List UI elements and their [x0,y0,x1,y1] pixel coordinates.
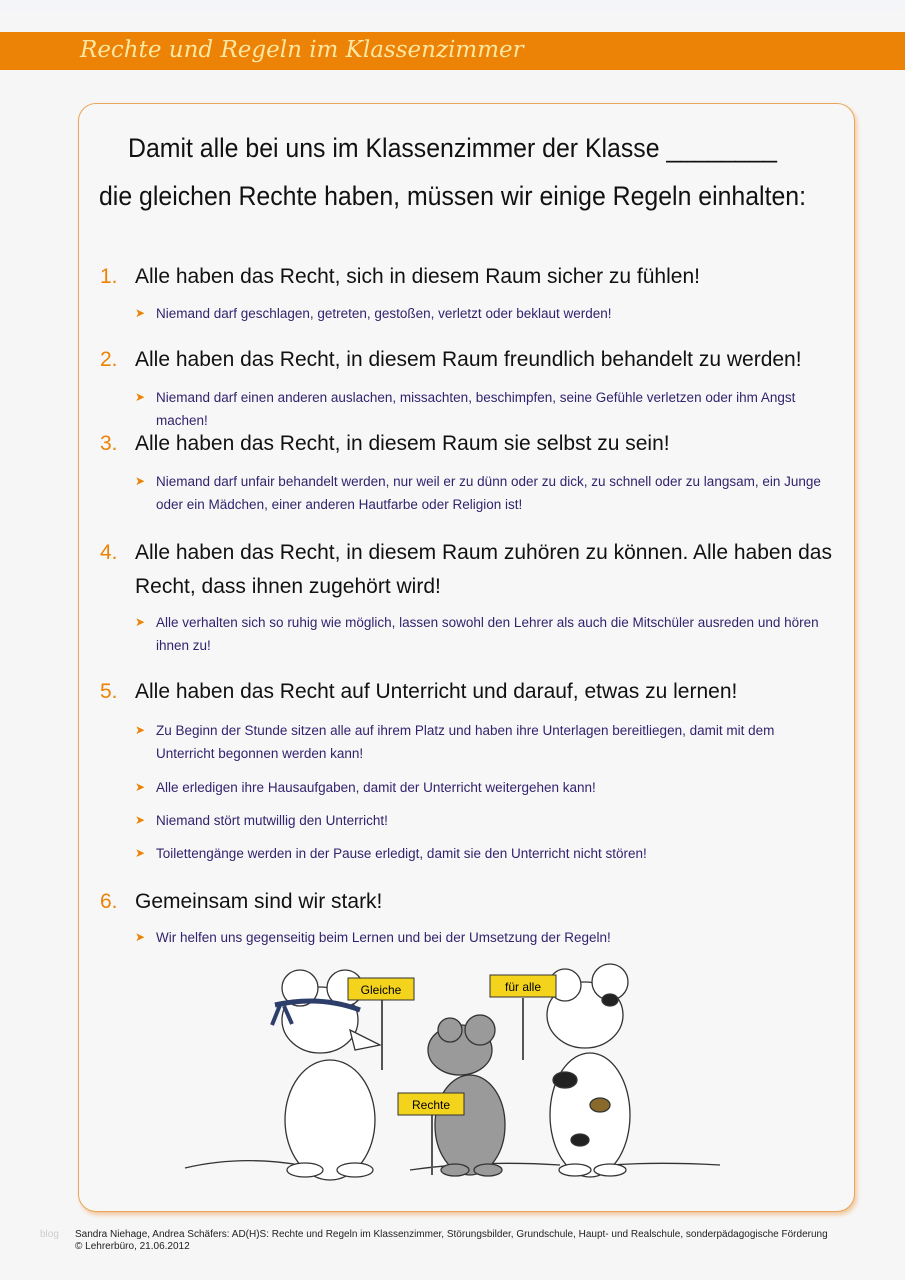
rule-number: 5. [100,680,118,703]
rule-detail-text: Niemand darf geschlagen, getreten, gestoßen, verletzt oder beklaut werden! [156,306,612,321]
rule-detail [135,776,835,799]
rule-text: Alle haben das Recht auf Unterricht und darauf, etwas zu lernen! [135,680,738,703]
mice-illustration [180,960,740,1195]
rule-number: 1. [100,265,118,288]
footer [75,1229,828,1253]
rule-detail [135,842,835,865]
sign-fuer-alle-text: für alle [504,980,542,994]
rule-detail-text: Niemand darf einen anderen auslachen, missachten, beschimpfen, seine Gefühle verletzen oder ihm Angst machen! [156,390,796,428]
spotted-mouse [547,964,720,1177]
rule-detail-text: Toilettengänge werden in der Pause erledigt, damit sie den Unterricht nicht stören! [156,846,647,861]
double-chevron-right-icon: ➤︎ [135,474,146,488]
rule-detail-text: Zu Beginn der Stunde sitzen alle auf ihrem Platz und haben ihre Unterlagen bereitliegen, damit mit dem Unterricht begonnen werden kann! [156,723,775,761]
top-strip [0,0,905,10]
rule-detail-text: Niemand darf unfair behandelt werden, nur weil er zu dünn oder zu dick, zu schnell oder zu langsam, ein Junge oder ein Mädchen, einer anderen Hautfarbe oder Religion ist! [156,474,821,512]
rule-detail [135,386,835,432]
rule-detail-text: Wir helfen uns gegenseitig beim Lernen und bei der Umsetzung der Regeln! [156,930,611,945]
white-mouse [185,970,380,1180]
rule-detail [135,611,835,657]
double-chevron-right-icon: ➤︎ [135,615,146,629]
double-chevron-right-icon: ➤︎ [135,846,146,860]
double-chevron-right-icon: ➤︎ [135,390,146,404]
rule-text: Alle haben das Recht, in diesem Raum sie selbst zu sein! [135,432,670,455]
sign-rechte-text: Rechte [411,1098,451,1112]
double-chevron-right-icon: ➤︎ [135,930,146,944]
double-chevron-right-icon: ➤︎ [135,813,146,827]
rule-text: Alle haben das Recht, in diesem Raum freundlich behandelt zu werden! [135,348,802,371]
rule-number: 2. [100,348,118,371]
rule-number: 6. [100,890,118,913]
rule-text: Gemeinsam sind wir stark! [135,890,383,913]
rule-detail-text: Niemand stört mutwillig den Unterricht! [156,813,388,828]
rule-text: Alle haben das Recht, sich in diesem Raum sicher zu fühlen! [135,265,700,288]
blog-watermark: blog [40,1229,59,1240]
title-banner [0,32,905,70]
headline-line-2: die gleichen Rechte haben, müssen wir einige Regeln einhalten: [98,181,807,211]
double-chevron-right-icon: ➤︎ [135,723,146,737]
headline-line-1: Damit alle bei uns im Klassenzimmer der Klasse ________ [128,133,777,163]
rule-detail-text: Alle verhalten sich so ruhig wie möglich, lassen sowohl den Lehrer als auch die Mitschüler ausreden und hören ihnen zu! [156,615,819,653]
double-chevron-right-icon: ➤︎ [135,306,146,320]
rule-detail [135,302,835,325]
rule-text: Alle haben das Recht, in diesem Raum zuhören zu können. Alle haben das Recht, dass ihnen zugehört wird! [135,541,832,598]
rule-detail-text: Alle erledigen ihre Hausaufgaben, damit der Unterricht weitergehen kann! [156,780,596,795]
banner-title: Rechte und Regeln im Klassenzimmer [80,37,524,63]
rule-detail [135,809,835,832]
footer-citation: Sandra Niehage, Andrea Schäfers: AD(H)S: Rechte und Regeln im Klassenzimmer, Störungsbilder, Grundschule, Haupt- und Realschule, sonderpädagogische Förderung [75,1229,828,1240]
rule-detail [135,719,835,765]
rule-number: 4. [100,541,118,564]
rule-detail [135,470,835,516]
double-chevron-right-icon: ➤︎ [135,780,146,794]
sign-gleiche-text: Gleiche [360,983,402,997]
footer-copyright: © Lehrerbüro, 21.06.2012 [75,1241,190,1252]
rule-detail [135,926,835,949]
rule-number: 3. [100,432,118,455]
